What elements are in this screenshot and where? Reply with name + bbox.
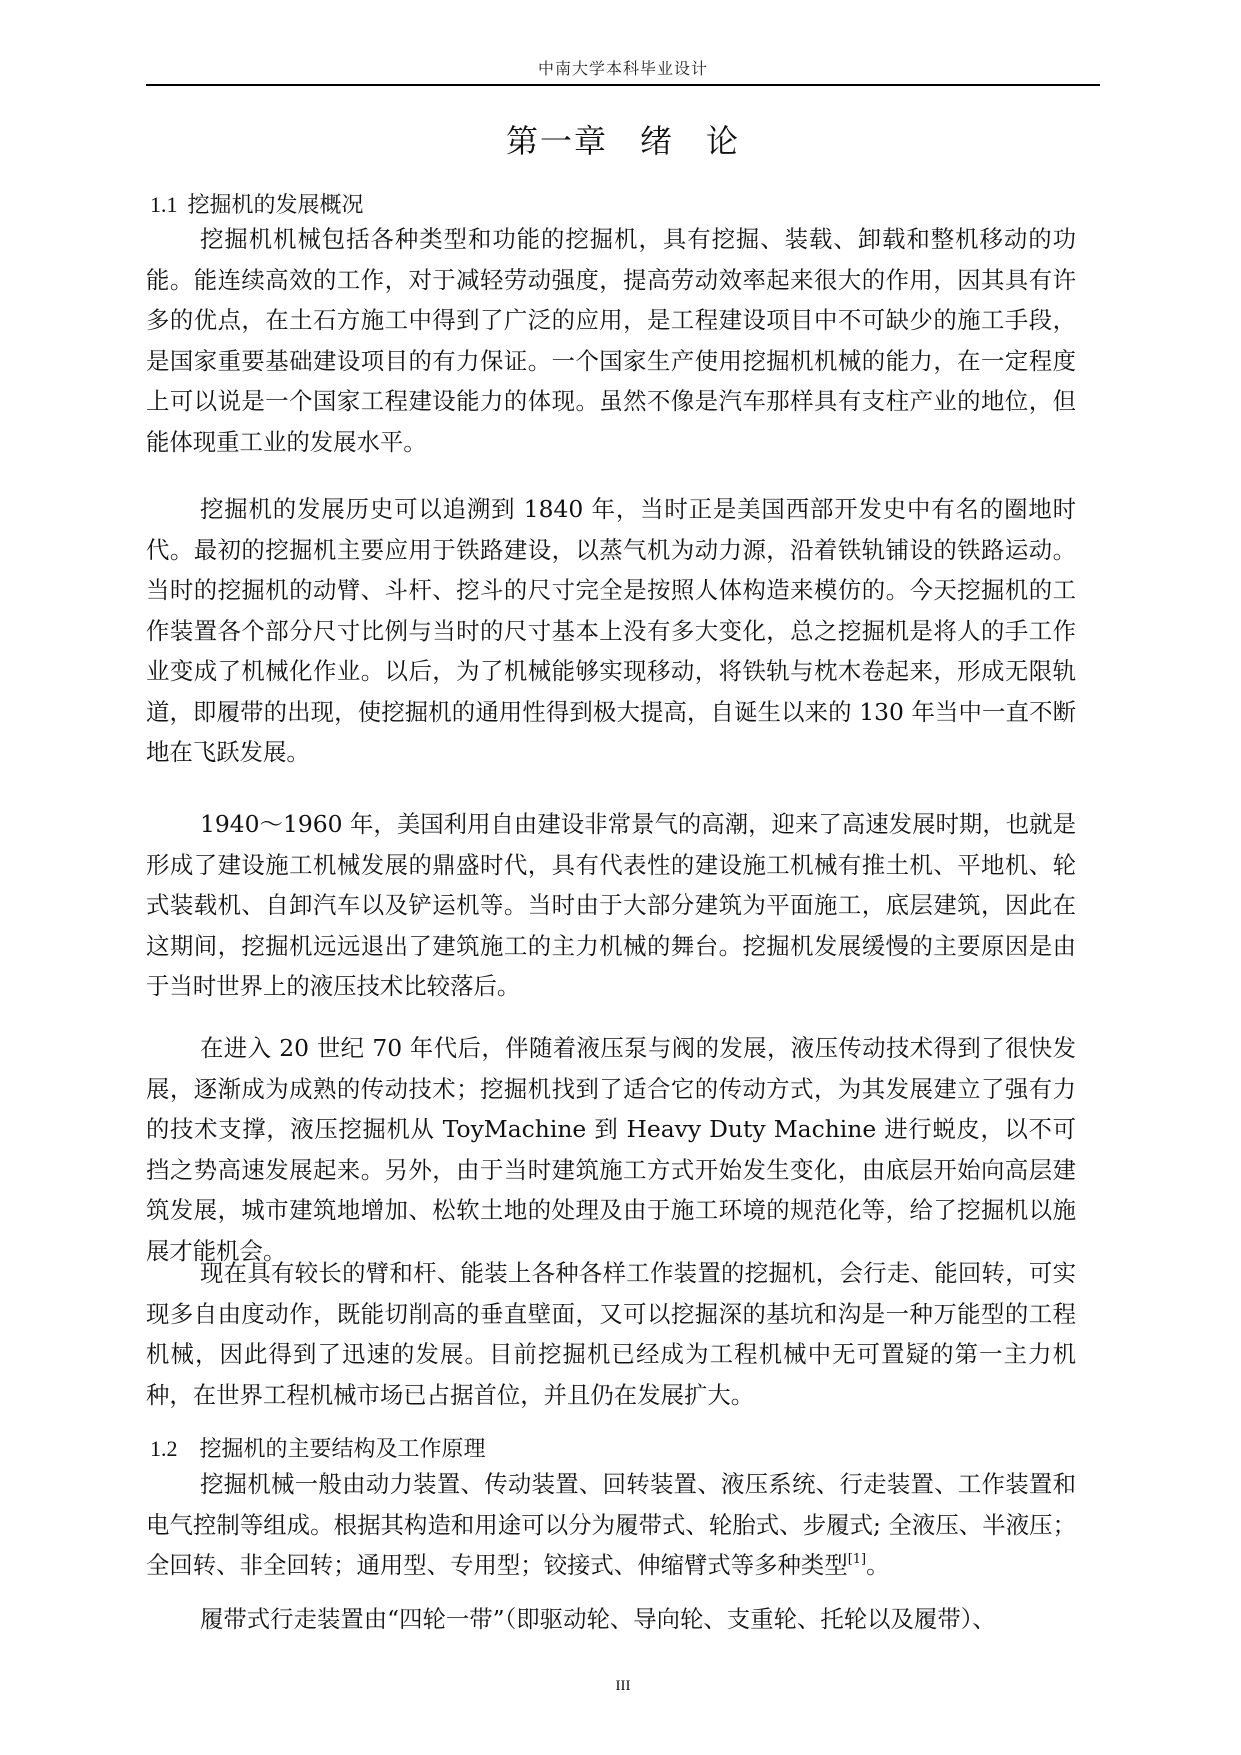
section-number: 1.1 [150, 192, 178, 217]
chapter-label: 第一章 [505, 122, 608, 160]
section-title: 挖掘机的发展概况 [187, 193, 364, 218]
paragraph: 在进入 20 世纪 70 年代后，伴随着液压泵与阀的发展，液压传动技术得到了很快发展，逐渐成为成熟的传动技术；挖掘机找到了适合它的传动方式，为其发展建立了强有力的技术支撑，液压挖掘机从 ToyMachine 到 Heavy Duty Machine 进行蜕皮，以不可挡之势高速发展起来。另外，由于当时建筑施工方式开始发生变化，由底层开始向高层建筑发展，城市建筑地增加、松软土地的处理及由于施工环境的规范化等，给了挖掘机以施展才能机会。 [146, 1034, 1076, 1265]
citation-marker: [1] [847, 1552, 867, 1567]
paragraph-tail: 。 [866, 1551, 890, 1579]
chapter-title-char-2: 论 [706, 122, 741, 160]
paragraph: 履带式行走装置由“四轮一带”（即驱动轮、导向轮、支重轮、托轮以及履带）、 [200, 1605, 996, 1633]
paragraph [146, 1464, 1076, 1586]
paragraph: 1940～1960 年，美国利用自由建设非常景气的高潮，迎来了高速发展时期，也就是形成了建设施工机械发展的鼎盛时代，具有代表性的建设施工机械有推土机、平地机、轮式装载机、自卸汽车以及铲运机等。当时由于大部分建筑为平面施工，底层建筑，因此在这期间，挖掘机远远退出了建筑施工的主力机械的舞台。挖掘机发展缓慢的主要原因是由于当时世界上的液压技术比较落后。 [146, 810, 1076, 1000]
chapter-title-char-1: 绪 [639, 122, 674, 160]
section-title: 挖掘机的主要结构及工作原理 [199, 1437, 486, 1462]
paragraph: 挖掘机的发展历史可以追溯到 1840 年，当时正是美国西部开发史中有名的圈地时代。最初的挖掘机主要应用于铁路建设，以蒸气机为动力源，沿着铁轨铺设的铁路运动。当时的挖掘机的动臂、斗杆、挖斗的尺寸完全是按照人体构造来模仿的。今天挖掘机的工作装置各个部分尺寸比例与当时的尺寸基本上没有多大变化，总之挖掘机是将人的手工作业变成了机械化作业。以后，为了机械能够实现移动，将铁轨与枕木卷起来，形成无限轨道，即履带的出现，使挖掘机的通用性得到极大提高，自诞生以来的 130 年当中一直不断地在飞跃发展。 [146, 495, 1076, 766]
running-header: 中南大学本科毕业设计 [537, 59, 708, 78]
chapter-title [146, 116, 1100, 162]
page-number: III [615, 1678, 631, 1694]
paragraph-text: 挖掘机械一般由动力装置、传动装置、回转装置、液压系统、行走装置、工作装置和电气控制等组成。根据其构造和用途可以分为履带式、轮胎式、步履式; 全液压、半液压；全回转、非全回转；通用型、专用型；铰接式、伸缩臂式等多种类型 [146, 1470, 1076, 1579]
section-heading-1-2 [150, 1432, 486, 1463]
section-heading-1-1 [150, 188, 364, 219]
paragraph: 现在具有较长的臂和杆、能装上各种各样工作装置的挖掘机，会行走、能回转，可实现多自由度动作，既能切削高的垂直壁面，又可以挖掘深的基坑和沟是一种万能型的工程机械，因此得到了迅速的发展。目前挖掘机已经成为工程机械中无可置疑的第一主力机种，在世界工程机械市场已占据首位，并且仍在发展扩大。 [146, 1259, 1076, 1409]
paragraph: 挖掘机机械包括各种类型和功能的挖掘机，具有挖掘、装载、卸载和整机移动的功能。能连续高效的工作，对于减轻劳动强度，提高劳动效率起来很大的作用，因其具有许多的优点，在土石方施工中得到了广泛的应用，是工程建设项目中不可缺少的施工手段，是国家重要基础建设项目的有力保证。一个国家生产使用挖掘机机械的能力，在一定程度上可以说是一个国家工程建设能力的体现。虽然不像是汽车那样具有支柱产业的地位，但能体现重工业的发展水平。 [146, 225, 1076, 456]
header-rule [146, 84, 1100, 86]
section-number: 1.2 [150, 1436, 178, 1461]
